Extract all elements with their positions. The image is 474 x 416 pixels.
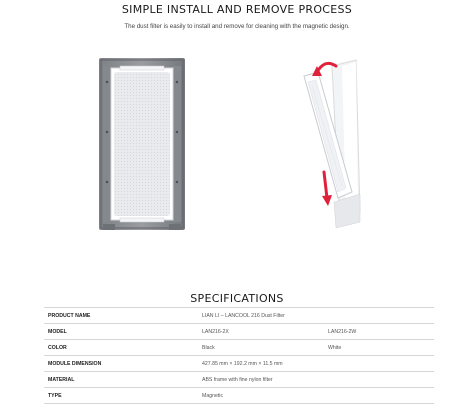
spec-value: LAN216-2W — [324, 324, 434, 340]
spec-value: Magnetic — [198, 388, 434, 404]
spec-value: LIAN LI – LANCOOL 216 Dust Filter — [198, 308, 434, 324]
install-section-title: SIMPLE INSTALL AND REMOVE PROCESS — [121, 3, 353, 16]
table-row — [44, 308, 434, 324]
table-row — [44, 324, 434, 340]
product-images — [0, 52, 474, 242]
table-row — [44, 372, 434, 388]
spec-label: MATERIAL — [44, 372, 198, 388]
spec-value: White — [324, 340, 434, 356]
table-row — [44, 356, 434, 372]
spec-label: TYPE — [44, 388, 198, 404]
spec-label: MODEL — [44, 324, 198, 340]
filter-removal-image — [304, 60, 360, 228]
spec-value: ABS frame with fine nylon filter — [198, 372, 434, 388]
specifications-title: SPECIFICATIONS — [190, 292, 284, 305]
dust-filter-frame-image — [99, 58, 185, 230]
spec-value: Black — [198, 340, 324, 356]
spec-label: COLOR — [44, 340, 198, 356]
spec-value: 427.85 mm × 192.2 mm × 11.5 mm — [198, 356, 434, 372]
table-row — [44, 388, 434, 404]
table-row — [44, 340, 434, 356]
spec-label: PRODUCT NAME — [44, 308, 198, 324]
install-description: The dust filter is easily to install and remove for cleaning with the magnetic design. — [124, 23, 350, 30]
specifications-table — [44, 307, 434, 404]
spec-value: LAN216-2X — [198, 324, 324, 340]
spec-label: MODULE DIMENSION — [44, 356, 198, 372]
down-arrow-icon — [324, 172, 327, 198]
